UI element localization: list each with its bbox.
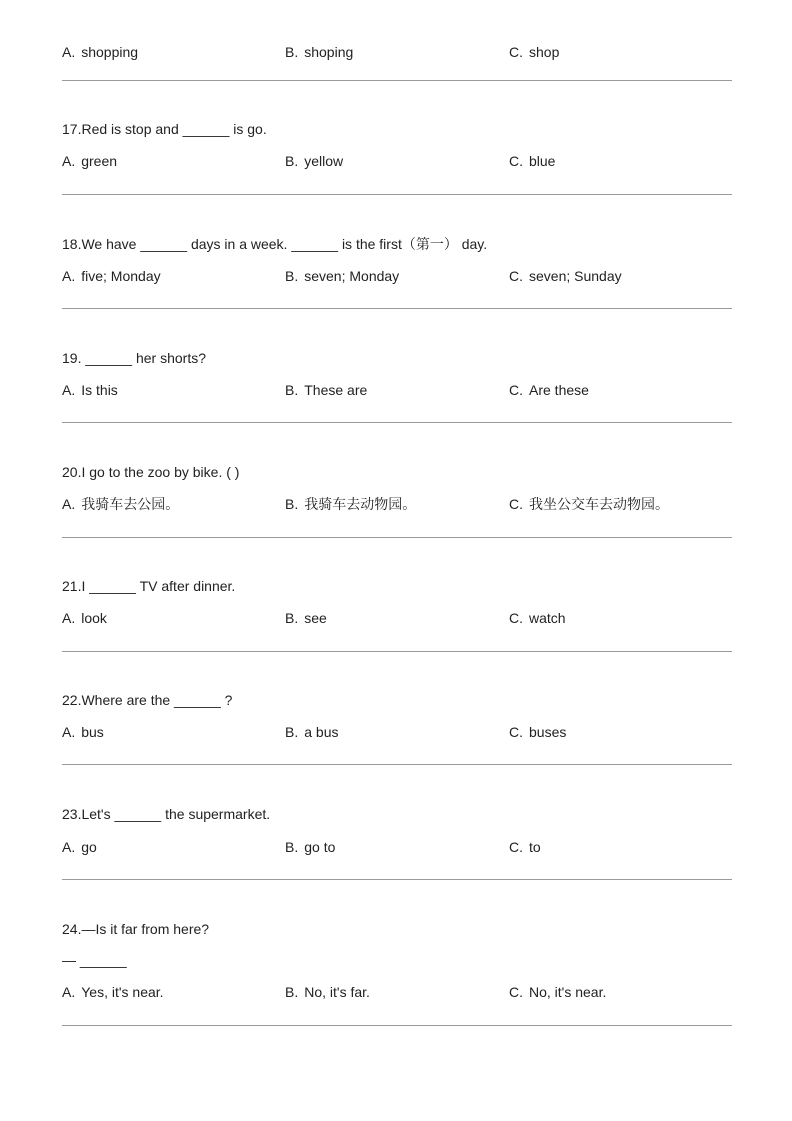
option-letter: A. [62, 153, 76, 169]
question-stem: 18.We have ______ days in a week. ______ is the first（第一） day. [62, 236, 488, 252]
option-letter: A. [62, 382, 76, 398]
divider [62, 1025, 732, 1026]
option-letter: C. [509, 724, 523, 740]
option-c [509, 43, 559, 61]
option-text: No, it's far. [304, 984, 370, 1000]
divider [62, 80, 732, 81]
option-a [62, 267, 161, 285]
option-letter: B. [285, 724, 299, 740]
option-c [509, 495, 669, 513]
answer-blank-line: — ______ [62, 952, 127, 968]
option-c [509, 152, 555, 170]
option-letter: A. [62, 44, 76, 60]
divider [62, 308, 732, 309]
option-text: seven; Monday [304, 268, 400, 284]
option-c [509, 381, 589, 399]
divider [62, 764, 732, 765]
options-row [62, 838, 732, 856]
question-stem: 17.Red is stop and ______ is go. [62, 121, 267, 137]
question-stem: 21.I ______ TV after dinner. [62, 578, 236, 594]
option-text: bus [81, 724, 104, 740]
question-stem: 19. ______ her shorts? [62, 350, 206, 366]
option-c [509, 609, 566, 627]
question-stem: 23.Let's ______ the supermarket. [62, 806, 271, 822]
option-text: yellow [304, 153, 344, 169]
option-text: Is this [81, 382, 118, 398]
option-a [62, 723, 104, 741]
option-text: shop [529, 44, 560, 60]
divider [62, 537, 732, 538]
option-letter: B. [285, 984, 299, 1000]
option-letter: A. [62, 496, 76, 512]
options-row [62, 495, 732, 513]
option-text: look [81, 610, 107, 626]
option-letter: C. [509, 984, 523, 1000]
option-b [285, 609, 327, 627]
option-a [62, 43, 138, 61]
option-a [62, 609, 107, 627]
option-letter: C. [509, 496, 523, 512]
option-c [509, 723, 566, 741]
question-stem: 22.Where are the ______ ? [62, 692, 233, 708]
options-row [62, 152, 732, 170]
option-text: seven; Sunday [529, 268, 622, 284]
option-letter: B. [285, 382, 299, 398]
option-letter: C. [509, 153, 523, 169]
option-c [509, 983, 606, 1001]
option-text: These are [304, 382, 368, 398]
option-b [285, 723, 338, 741]
option-letter: A. [62, 839, 76, 855]
option-letter: C. [509, 839, 523, 855]
option-letter: B. [285, 610, 299, 626]
option-c [509, 838, 541, 856]
option-b [285, 152, 343, 170]
option-b [285, 381, 367, 399]
option-letter: B. [285, 496, 299, 512]
option-text: Yes, it's near. [81, 984, 164, 1000]
option-letter: B. [285, 44, 299, 60]
options-row [62, 609, 732, 627]
divider [62, 194, 732, 195]
divider [62, 651, 732, 652]
option-text: No, it's near. [529, 984, 607, 1000]
option-b [285, 983, 370, 1001]
option-c [509, 267, 622, 285]
option-text: go [81, 839, 97, 855]
option-a [62, 495, 179, 513]
option-b [285, 43, 353, 61]
options-row [62, 43, 732, 61]
option-text: Are these [529, 382, 589, 398]
option-text: five; Monday [81, 268, 161, 284]
option-text: shopping [81, 44, 139, 60]
options-row [62, 983, 732, 1001]
option-b [285, 495, 416, 513]
option-letter: A. [62, 610, 76, 626]
option-letter: B. [285, 839, 299, 855]
option-a [62, 152, 117, 170]
option-a [62, 381, 118, 399]
question-stem: 24.—Is it far from here? [62, 921, 210, 937]
option-letter: C. [509, 382, 523, 398]
option-text: 我骑车去公园。 [81, 496, 180, 512]
option-text: see [304, 610, 327, 626]
option-text: shoping [304, 44, 354, 60]
option-letter: A. [62, 724, 76, 740]
option-a [62, 838, 97, 856]
options-row [62, 267, 732, 285]
option-letter: C. [509, 44, 523, 60]
option-text: buses [529, 724, 567, 740]
option-text: 我骑车去动物园。 [304, 496, 417, 512]
option-text: blue [529, 153, 556, 169]
options-row [62, 723, 732, 741]
option-a [62, 983, 164, 1001]
option-text: to [529, 839, 541, 855]
option-b [285, 838, 335, 856]
option-text: a bus [304, 724, 339, 740]
option-letter: C. [509, 268, 523, 284]
option-text: watch [529, 610, 566, 626]
option-letter: B. [285, 153, 299, 169]
option-letter: C. [509, 610, 523, 626]
option-text: 我坐公交车去动物园。 [529, 496, 669, 512]
option-letter: A. [62, 984, 76, 1000]
divider [62, 422, 732, 423]
option-letter: A. [62, 268, 76, 284]
options-row [62, 381, 732, 399]
option-text: green [81, 153, 118, 169]
option-b [285, 267, 399, 285]
question-stem: 20.I go to the zoo by bike. ( ) [62, 464, 240, 480]
option-text: go to [304, 839, 336, 855]
divider [62, 879, 732, 880]
option-letter: B. [285, 268, 299, 284]
